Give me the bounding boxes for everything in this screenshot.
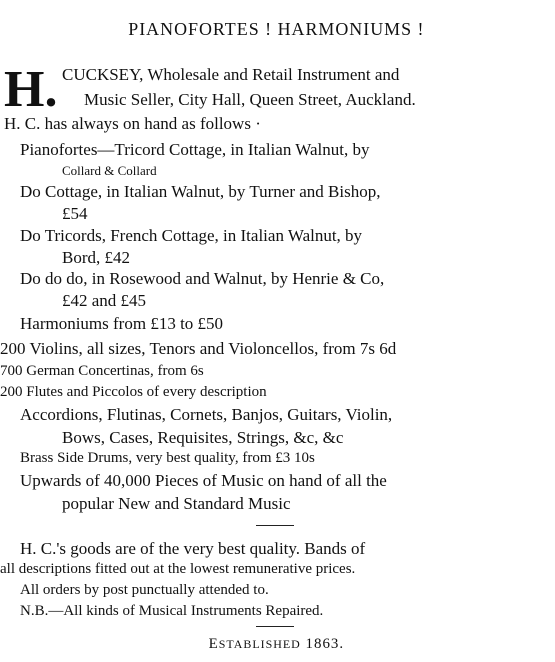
established-word: STABLISHED <box>218 637 301 651</box>
cottage-price: £54 <box>62 204 88 223</box>
established-initial: E <box>208 636 219 652</box>
tricords-line: Do Tricords, French Cottage, in Italian Walnut, by <box>20 226 363 245</box>
advert-heading: PIANOFORTES ! HARMONIUMS ! <box>128 19 425 39</box>
harmoniums-line: Harmoniums from £13 to £50 <box>20 314 224 333</box>
quality-line-2: all descriptions fitted out at the lowest remunerative prices. <box>0 561 356 577</box>
established-line <box>0 637 553 652</box>
music-line-1: Upwards of 40,000 Pieces of Music on hand of all the <box>20 471 387 490</box>
accordions-line: Accordions, Flutinas, Cornets, Banjos, Guitars, Violin, <box>20 405 393 424</box>
quality-line-1: H. C.'s goods are of the very best quality. Bands of <box>20 539 366 558</box>
intro-line-1: CUCKSEY, Wholesale and Retail Instrument and <box>62 65 400 84</box>
pianofortes-line: Pianofortes—Tricord Cottage, in Italian Walnut, by <box>20 140 370 159</box>
flutes-line: 200 Flutes and Piccolos of every description <box>0 384 267 400</box>
cottage-line: Do Cottage, in Italian Walnut, by Turner and Bishop, <box>20 182 381 201</box>
section-rule <box>256 525 294 526</box>
bows-line: Bows, Cases, Requisites, Strings, &c, &c <box>62 428 344 447</box>
intro-line-3: H. C. has always on hand as follows · <box>4 114 261 133</box>
intro-line-2: Music Seller, City Hall, Queen Street, Auckland. <box>84 90 416 109</box>
rosewood-line: Do do do, in Rosewood and Walnut, by Henrie & Co, <box>20 269 385 288</box>
concertinas-line: 700 German Concertinas, from 6s <box>0 363 204 379</box>
footer-rule <box>256 626 294 627</box>
rosewood-price: £42 and £45 <box>62 291 147 310</box>
established-year: 1863. <box>305 636 345 652</box>
violins-line: 200 Violins, all sizes, Tenors and Violoncellos, from 7s 6d <box>0 339 397 358</box>
music-line-2: popular New and Standard Music <box>62 494 291 513</box>
drums-line: Brass Side Drums, very best quality, from £3 10s <box>20 450 315 466</box>
tricords-price: Bord, £42 <box>62 248 130 267</box>
orders-line: All orders by post punctually attended to. <box>20 582 269 598</box>
repairs-line: N.B.—All kinds of Musical Instruments Repaired. <box>20 603 324 619</box>
drop-cap-initial: H. <box>4 61 58 118</box>
collard-line: Collard & Collard <box>62 163 157 178</box>
